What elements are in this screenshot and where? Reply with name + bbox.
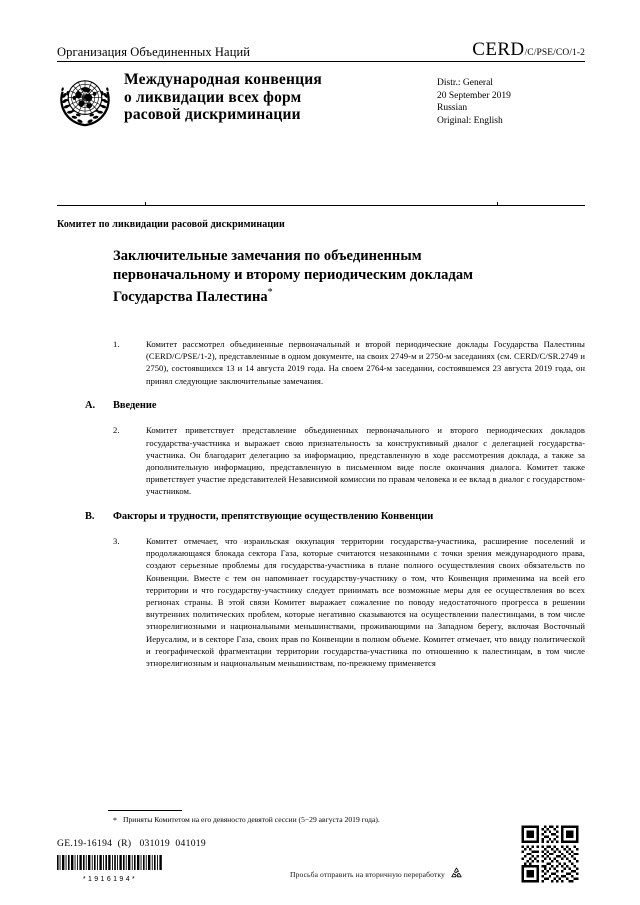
barcode (57, 855, 163, 883)
qr-code (519, 823, 581, 885)
paragraph-number: 2. (113, 425, 120, 436)
document-symbol (472, 40, 585, 60)
page-title-line-3 (113, 284, 583, 306)
footnote-marker: * (113, 815, 117, 825)
masthead-rule (57, 61, 585, 62)
section-heading-a (57, 399, 585, 414)
paragraph-number: 3. (113, 536, 120, 547)
distribution-language: Russian (437, 103, 468, 114)
title-footnote-marker: * (267, 287, 273, 298)
section-letter-b: B. (85, 510, 95, 522)
recycle-icon (449, 866, 464, 883)
recycle-text: Просьба отправить на вторичную переработку (290, 870, 445, 879)
committee-name: Комитет по ликвидации расовой дискриминации (57, 219, 285, 230)
job-number: GE.19-16194 (R) 031019 041019 (57, 838, 206, 849)
section-title-b: Факторы и трудности, препятствующие осуществлению Конвенции (113, 510, 434, 522)
distribution-block (431, 71, 585, 127)
divider-tick-right (497, 202, 498, 206)
footnote (108, 815, 508, 825)
section-title-a: Введение (113, 399, 157, 411)
paragraph-2 (57, 424, 585, 497)
footnote-separator (108, 810, 182, 811)
recycle-note (290, 866, 464, 883)
paragraph-3 (57, 535, 585, 669)
document-symbol-main: CERD (472, 39, 525, 60)
page-title-line-1: Заключительные замечания по объединенным (113, 248, 422, 264)
document-symbol-suffix: /C/PSE/CO/1-2 (524, 48, 585, 58)
organization-row (57, 38, 585, 60)
un-emblem (57, 73, 113, 129)
paragraph-1 (57, 338, 585, 387)
page-title-line-3-text: Государства Палестина (113, 288, 268, 305)
section-letter-a: A. (85, 399, 96, 411)
document-body (57, 338, 585, 679)
footnote-text: Приняты Комитетом на его девяносто девятой сессии (5−29 августа 2019 года). (123, 815, 380, 824)
distribution-original: Original: English (437, 115, 503, 126)
footnote-area (108, 810, 508, 825)
paragraph-number: 1. (113, 339, 120, 349)
section-divider (57, 205, 585, 213)
convention-title-line-3: расовой дискриминации (124, 106, 301, 123)
paragraph-text: Комитет приветствует представление объединенных первоначального и второго периодических докладов государства-участника и выражает свою признательность за конструктивный диалог с делегацией государства-участника. Он благодарит делегацию за информацию, представленную в ходе рассмотрения доклада, а также за дополнительную информацию, представленную в письменном виде после окончания диалога. Комитет также приветствует участие представителей Независимой комиссии по правам человека и ее вклад в диалог с государством-участником. (146, 425, 585, 497)
page-title-line-2: первоначальному и второму периодическим докладам (113, 266, 474, 283)
masthead (57, 38, 585, 129)
convention-title-line-2: о ликвидации всех форм (124, 88, 302, 106)
page-title (113, 247, 583, 306)
distribution-type: Distr.: General (437, 78, 493, 88)
paragraph-text: Комитет отмечает, что израильская оккупация территории государства-участника, расширение поселений и продолжающаяся блокада сектора Газа, которые считаются незаконными с точки зрения международного права, создают серьезные проблемы для государства-участника в плане полного осуществления своих обязательств по Конвенции. Вместе с тем он напоминает государству-участнику о том, что Конвенция применима на всей его территории и что государству-участнику следует принимать все возможные меры для ее осуществления во всех регионах страны. В этой связи Комитет выражает сожаление по поводу недостаточного прогресса в решении внутренних политических проблем, которые негативно сказываются на осуществлении палестинцами, в том числе этнорелигиозными и национальными меньшинствами, проживающими на Западном берегу, включая Восточный Иерусалим, и в секторе Газа, своих прав по Конвенции в полном объеме. Комитет отмечает, что ввиду политической и географической фрагментации территории государства-участника по отношению к палестинцам, в том числе этнорелигиозным и национальным меньшинствам, по-прежнему применяется (146, 536, 585, 669)
divider-tick-left (145, 202, 146, 206)
convention-title (113, 71, 431, 124)
organization-name: Организация Объединенных Наций (57, 44, 251, 59)
title-band (57, 71, 585, 129)
section-heading-b (57, 510, 585, 525)
distribution-date: 20 September 2019 (437, 90, 511, 101)
paragraph-text: Комитет рассмотрел объединенные первоначальный и второй периодические доклады Государства Палестины (CERD/C/PSE/1-2), представленные в одном документе, на своих 2749-м и 2750-м заседаниях (см. CERD/C/SR.2749 и 2750), состоявшихся 13 и 14 августа 2019 года. На своем 2764-м заседании, состоявшемся 23 августа 2019 года, он принял следующие заключительные замечания. (146, 339, 585, 386)
convention-title-line-1: Международная конвенция (124, 71, 322, 88)
barcode-digits: *1916194* (82, 876, 138, 883)
